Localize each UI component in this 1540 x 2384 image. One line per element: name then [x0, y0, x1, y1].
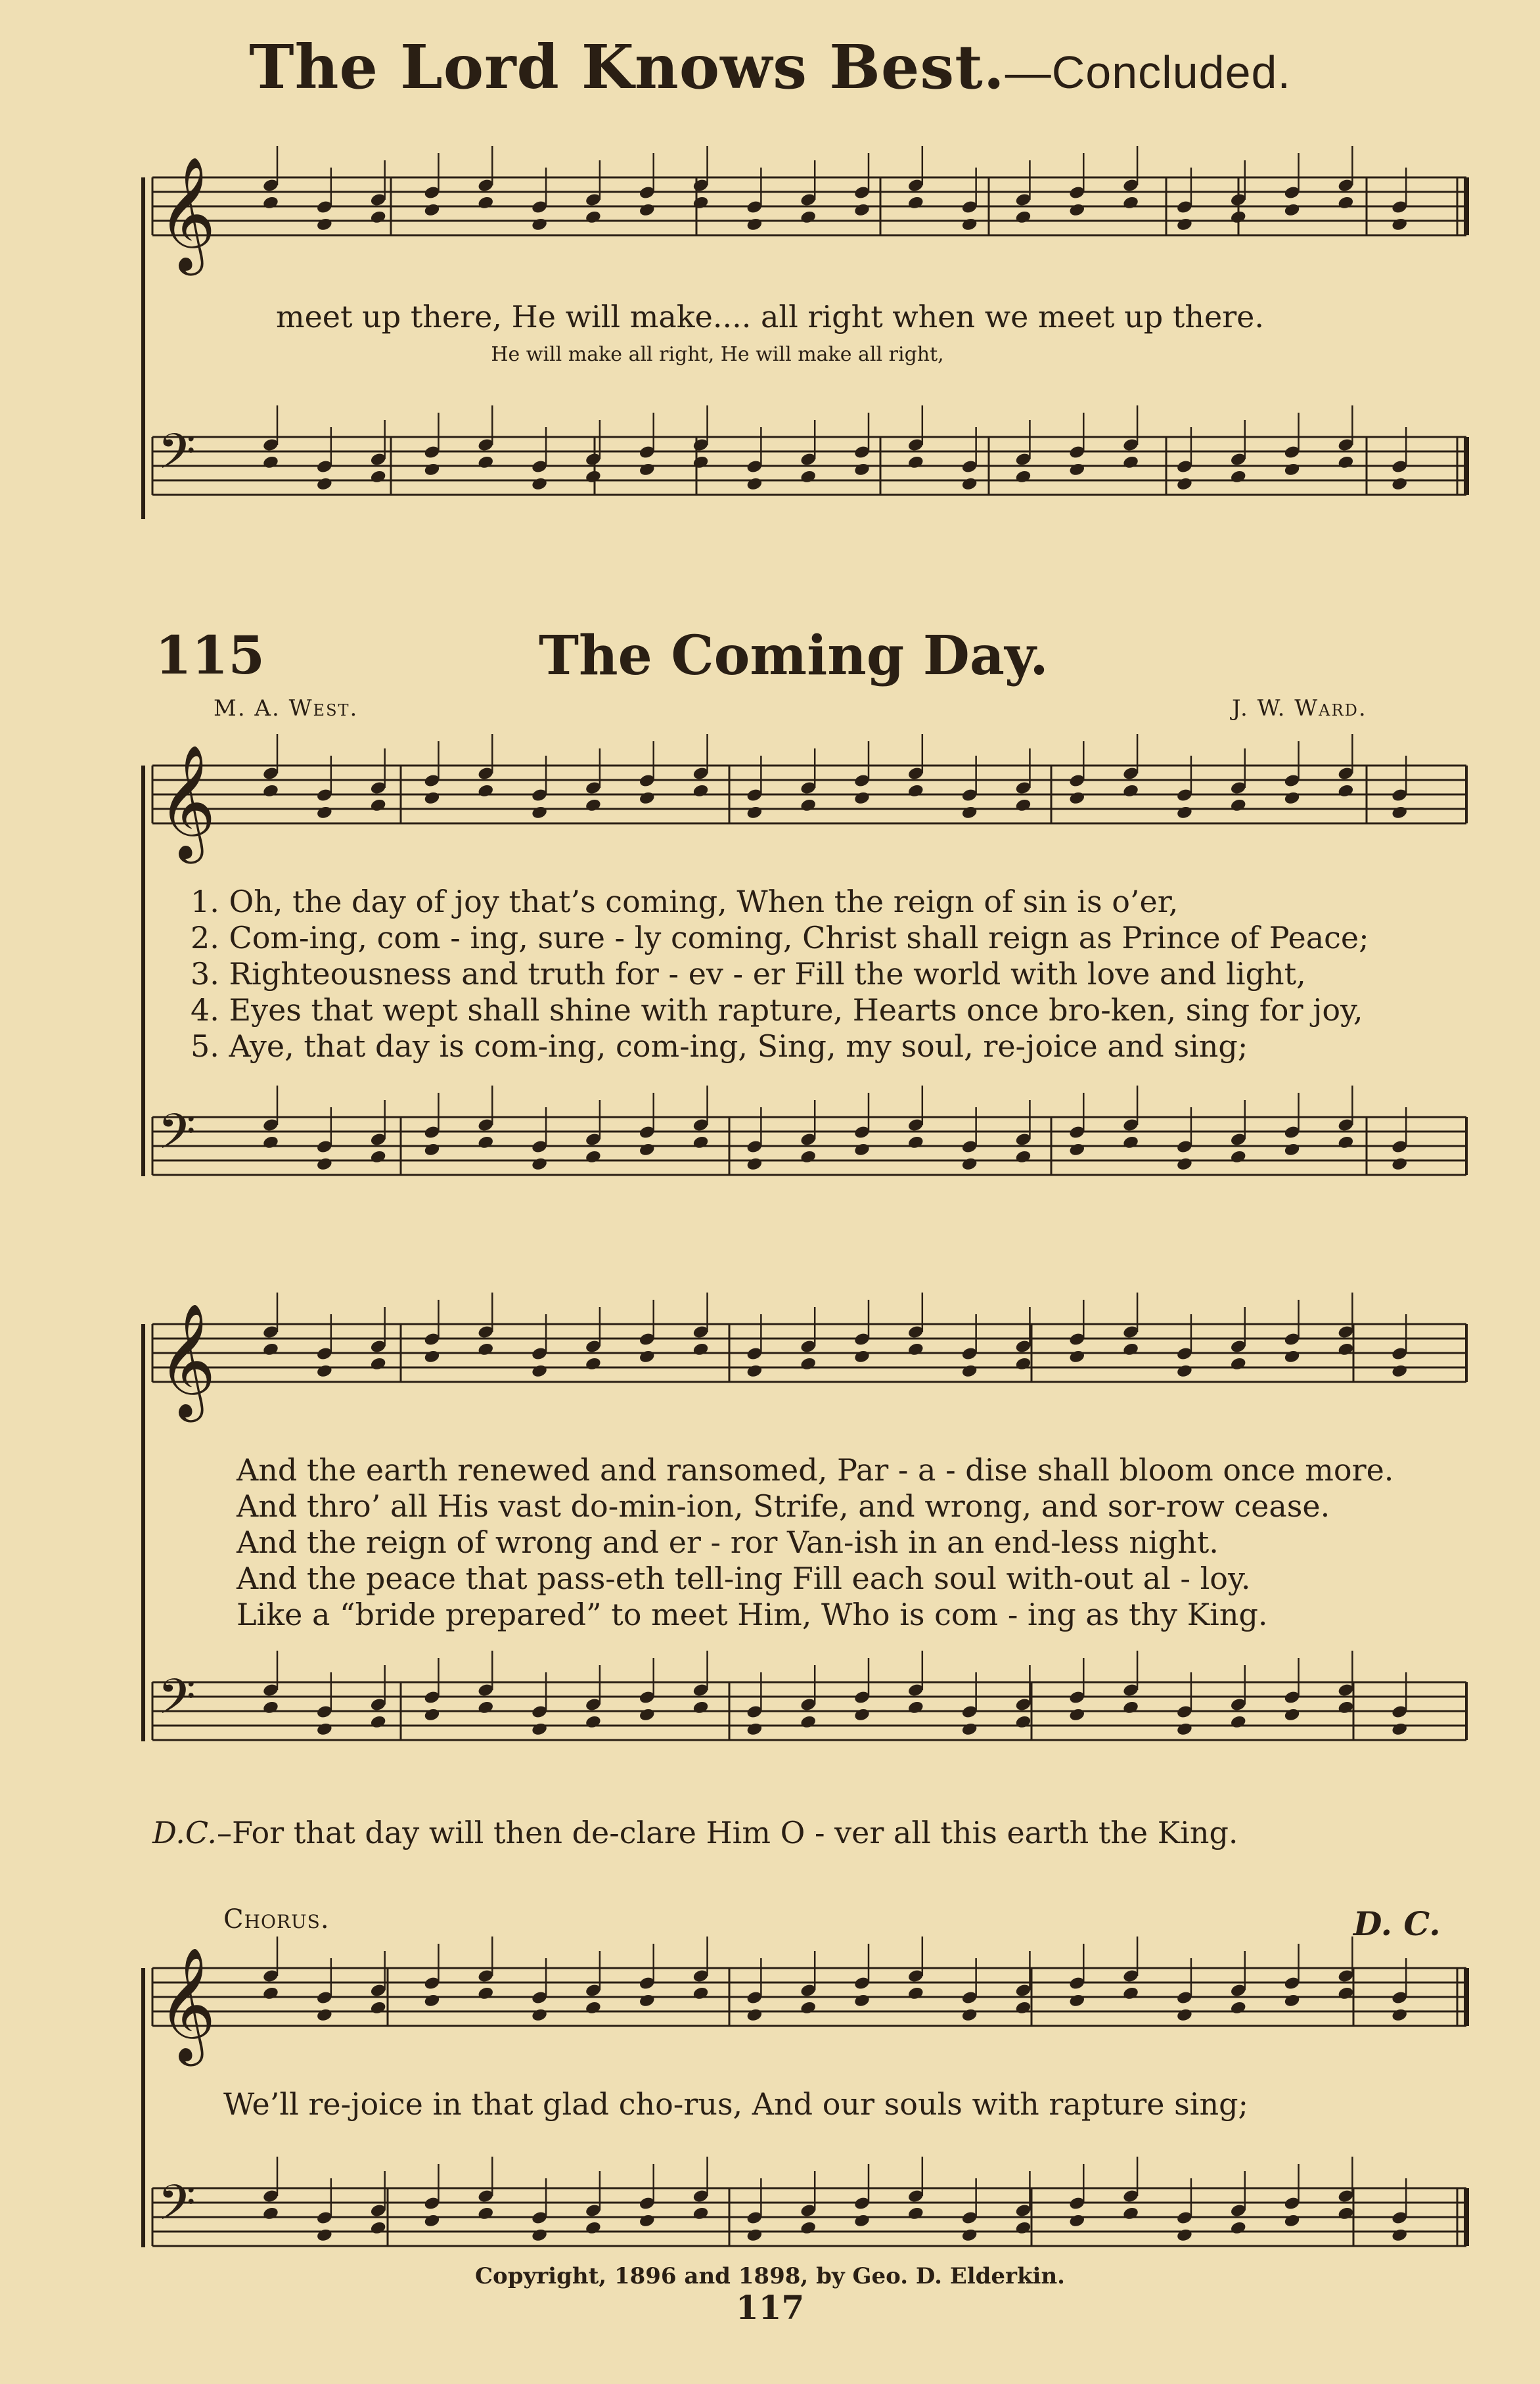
- note-head: [907, 2206, 924, 2221]
- note-head: [746, 476, 763, 492]
- note-head: [907, 1700, 924, 1715]
- note-head: [1122, 783, 1139, 798]
- note-head: [1283, 202, 1300, 218]
- note-head: [1391, 1722, 1408, 1737]
- note-head: [1014, 210, 1031, 225]
- note-head: [531, 476, 548, 492]
- note-head: [1337, 2206, 1354, 2221]
- note-head: [1230, 1714, 1247, 1730]
- copyright-notice: Copyright, 1896 and 1898, by Geo. D. Elderkin.: [474, 2263, 1065, 2289]
- note-head: [1122, 1986, 1139, 2001]
- note-head: [585, 1714, 602, 1730]
- note-head: [1230, 1149, 1247, 1164]
- note-head: [692, 1135, 709, 1150]
- note-head: [1014, 2000, 1031, 2015]
- note-head: [1283, 1142, 1300, 1157]
- note-head: [1230, 798, 1247, 813]
- note-head: [800, 1714, 817, 1730]
- verse-line: 3. Righteousness and truth for - ev - er Fill the world with love and light,: [191, 956, 1306, 992]
- note-head: [316, 2007, 333, 2023]
- note-head: [1068, 1993, 1085, 2008]
- note-head: [800, 1356, 817, 1371]
- note-head: [1014, 2220, 1031, 2235]
- note-head: [746, 2228, 763, 2243]
- verse-line: And thro’ all His vast do-min-ion, Strife, and wrong, and sor-row cease.: [237, 1488, 1330, 1524]
- note-head: [1391, 217, 1408, 232]
- note-head: [961, 805, 978, 820]
- note-head: [853, 462, 871, 477]
- note-head: [1283, 1349, 1300, 1364]
- note-head: [1014, 1714, 1031, 1730]
- note-head: [1014, 1149, 1031, 1164]
- treble-clef-icon: 𝄞: [158, 1947, 216, 2061]
- note-head: [1068, 462, 1085, 477]
- title-suffix: —Concluded.: [1005, 47, 1291, 98]
- note-head: [477, 2206, 494, 2221]
- note-head: [316, 217, 333, 232]
- note-head: [477, 1135, 494, 1150]
- note-head: [1337, 783, 1354, 798]
- hymn-title: The Coming Day.: [539, 624, 1049, 687]
- note-head: [1176, 805, 1193, 820]
- note-head: [531, 1157, 548, 1172]
- note-head: [907, 455, 924, 470]
- chorus-lyric: We’ll re-joice in that glad cho-rus, And our souls with rapture sing;: [223, 2086, 1249, 2122]
- note-head: [423, 462, 440, 477]
- bass-clef-icon: 𝄢: [158, 423, 196, 492]
- note-head: [1176, 1157, 1193, 1172]
- author-music: J. W. Ward.: [1232, 695, 1367, 722]
- note-head: [1068, 2213, 1085, 2228]
- note-head: [1122, 455, 1139, 470]
- note-head: [316, 1157, 333, 1172]
- note-head: [961, 217, 978, 232]
- note-head: [316, 805, 333, 820]
- page-number: 117: [735, 2288, 805, 2327]
- note-head: [423, 2213, 440, 2228]
- note-head: [961, 1364, 978, 1379]
- note-head: [800, 469, 817, 484]
- hymn-number: 115: [155, 624, 265, 686]
- note-head: [961, 476, 978, 492]
- note-head: [1337, 1342, 1354, 1357]
- verse-line: 4. Eyes that wept shall shine with rapture, Hearts once bro-ken, sing for joy,: [191, 992, 1363, 1028]
- note-head: [316, 1722, 333, 1737]
- note-head: [746, 217, 763, 232]
- verse-line: Like a “bride prepared” to meet Him, Who is com - ing as thy King.: [237, 1597, 1268, 1632]
- note-head: [1230, 2220, 1247, 2235]
- note-head: [262, 1700, 279, 1715]
- note-head: [639, 1993, 656, 2008]
- note-head: [1014, 798, 1031, 813]
- note-head: [585, 2220, 602, 2235]
- note-head: [262, 1342, 279, 1357]
- note-head: [907, 783, 924, 798]
- verse-line: And the peace that pass-eth tell-ing Fill each soul with-out al - loy.: [237, 1561, 1251, 1596]
- bass-clef-icon: 𝄢: [158, 2174, 196, 2243]
- note-head: [1176, 2228, 1193, 2243]
- treble-clef-icon: 𝄞: [158, 745, 216, 859]
- note-head: [262, 783, 279, 798]
- note-head: [1283, 791, 1300, 806]
- note-head: [423, 1142, 440, 1157]
- dc-marker: D. C.: [1353, 1904, 1441, 1943]
- note-head: [1122, 2206, 1139, 2221]
- note-head: [961, 2228, 978, 2243]
- note-head: [800, 2220, 817, 2235]
- note-head: [531, 805, 548, 820]
- note-head: [800, 1149, 817, 1164]
- note-head: [1391, 2007, 1408, 2023]
- dc-line-text: –For that day will then de-clare Him O - ver all this earth the King.: [217, 1815, 1238, 1850]
- note-head: [853, 2213, 871, 2228]
- note-head: [692, 1342, 709, 1357]
- note-head: [1176, 1722, 1193, 1737]
- note-head: [1122, 1700, 1139, 1715]
- note-head: [1176, 2007, 1193, 2023]
- note-head: [1230, 1356, 1247, 1371]
- note-head: [639, 2213, 656, 2228]
- note-head: [1176, 1364, 1193, 1379]
- note-head: [692, 783, 709, 798]
- note-head: [1068, 1707, 1085, 1722]
- note-head: [692, 195, 709, 210]
- note-head: [746, 1364, 763, 1379]
- note-head: [531, 217, 548, 232]
- note-head: [1068, 1142, 1085, 1157]
- bass-clef-icon: 𝄢: [158, 1668, 196, 1737]
- note-head: [961, 1157, 978, 1172]
- title-main: The Lord Knows Best.: [249, 32, 1005, 103]
- note-head: [423, 1349, 440, 1364]
- dc-line: [152, 1815, 1238, 1851]
- verse-line: And the earth renewed and ransomed, Par - a - dise shall bloom once more.: [237, 1452, 1394, 1488]
- note-head: [907, 1342, 924, 1357]
- note-head: [531, 1722, 548, 1737]
- note-head: [1391, 2228, 1408, 2243]
- note-head: [1122, 195, 1139, 210]
- verse-line: And the reign of wrong and er - ror Van-ish in an end-less night.: [237, 1524, 1219, 1560]
- note-head: [692, 455, 709, 470]
- note-head: [370, 469, 387, 484]
- note-head: [639, 462, 656, 477]
- note-head: [423, 1707, 440, 1722]
- note-head: [1337, 195, 1354, 210]
- note-head: [907, 1135, 924, 1150]
- note-head: [853, 202, 871, 218]
- note-head: [370, 1714, 387, 1730]
- note-head: [585, 798, 602, 813]
- note-head: [585, 1356, 602, 1371]
- note-head: [423, 202, 440, 218]
- note-head: [961, 1722, 978, 1737]
- dc-line-label: D.C.: [152, 1815, 217, 1850]
- note-head: [477, 1986, 494, 2001]
- note-head: [370, 210, 387, 225]
- note-head: [1391, 805, 1408, 820]
- note-head: [1391, 1157, 1408, 1172]
- note-head: [370, 1149, 387, 1164]
- bass-clef-icon: 𝄢: [158, 1103, 196, 1172]
- note-head: [370, 2220, 387, 2235]
- verse-line: 1. Oh, the day of joy that’s coming, When the reign of sin is o’er,: [191, 884, 1179, 919]
- note-head: [1337, 1700, 1354, 1715]
- note-head: [1391, 1364, 1408, 1379]
- note-head: [585, 1149, 602, 1164]
- note-head: [1337, 1986, 1354, 2001]
- note-head: [692, 2206, 709, 2221]
- note-head: [477, 783, 494, 798]
- note-head: [1176, 476, 1193, 492]
- note-head: [1014, 469, 1031, 484]
- note-head: [370, 2000, 387, 2015]
- note-head: [853, 1349, 871, 1364]
- note-head: [907, 1986, 924, 2001]
- note-head: [477, 1342, 494, 1357]
- note-head: [262, 455, 279, 470]
- note-head: [692, 1700, 709, 1715]
- author-words: M. A. West.: [214, 695, 359, 722]
- lyric-line-bass: He will make all right, He will make all right,: [491, 343, 944, 366]
- note-head: [853, 1142, 871, 1157]
- note-head: [423, 791, 440, 806]
- note-head: [262, 1135, 279, 1150]
- note-head: [585, 469, 602, 484]
- note-head: [1068, 791, 1085, 806]
- note-head: [370, 1356, 387, 1371]
- note-head: [1230, 469, 1247, 484]
- note-head: [1068, 202, 1085, 218]
- note-head: [746, 2007, 763, 2023]
- lyric-line-concluded: meet up there, He will make.... all right when we meet up there.: [275, 299, 1265, 334]
- note-head: [1014, 1356, 1031, 1371]
- note-head: [1230, 2000, 1247, 2015]
- note-head: [531, 2007, 548, 2023]
- note-head: [746, 1157, 763, 1172]
- note-head: [1283, 2213, 1300, 2228]
- note-head: [853, 1707, 871, 1722]
- note-head: [531, 2228, 548, 2243]
- verse-line: 2. Com-ing, com - ing, sure - ly coming, Christ shall reign as Prince of Peace;: [191, 920, 1369, 955]
- note-head: [1283, 462, 1300, 477]
- note-head: [692, 1986, 709, 2001]
- note-head: [639, 1707, 656, 1722]
- note-head: [423, 1993, 440, 2008]
- note-head: [907, 195, 924, 210]
- treble-clef-icon: 𝄞: [158, 1303, 216, 1417]
- verse-block-2: [237, 1452, 1393, 1633]
- note-head: [1283, 1707, 1300, 1722]
- note-head: [800, 2000, 817, 2015]
- note-head: [262, 1986, 279, 2001]
- treble-clef-icon: 𝄞: [158, 156, 216, 271]
- note-head: [639, 791, 656, 806]
- note-head: [316, 476, 333, 492]
- note-head: [853, 791, 871, 806]
- note-head: [370, 798, 387, 813]
- note-head: [262, 195, 279, 210]
- note-head: [585, 210, 602, 225]
- note-head: [316, 1364, 333, 1379]
- note-head: [477, 455, 494, 470]
- note-head: [800, 210, 817, 225]
- note-head: [800, 798, 817, 813]
- note-head: [1337, 455, 1354, 470]
- note-head: [1122, 1135, 1139, 1150]
- note-head: [1283, 1993, 1300, 2008]
- note-head: [639, 1142, 656, 1157]
- note-head: [477, 1700, 494, 1715]
- verse-line: 5. Aye, that day is com-ing, com-ing, Sing, my soul, re-joice and sing;: [191, 1028, 1248, 1064]
- note-head: [1122, 1342, 1139, 1357]
- note-head: [1176, 217, 1193, 232]
- note-head: [746, 1722, 763, 1737]
- note-head: [961, 2007, 978, 2023]
- note-head: [262, 2206, 279, 2221]
- note-head: [853, 1993, 871, 2008]
- note-head: [477, 195, 494, 210]
- note-head: [316, 2228, 333, 2243]
- chorus-label: Chorus.: [223, 1904, 330, 1935]
- note-head: [585, 2000, 602, 2015]
- note-head: [746, 805, 763, 820]
- note-head: [639, 202, 656, 218]
- note-head: [639, 1349, 656, 1364]
- note-head: [1391, 476, 1408, 492]
- verse-block-1: [191, 884, 1369, 1065]
- note-head: [1230, 210, 1247, 225]
- note-head: [1068, 1349, 1085, 1364]
- note-head: [1337, 1135, 1354, 1150]
- note-head: [531, 1364, 548, 1379]
